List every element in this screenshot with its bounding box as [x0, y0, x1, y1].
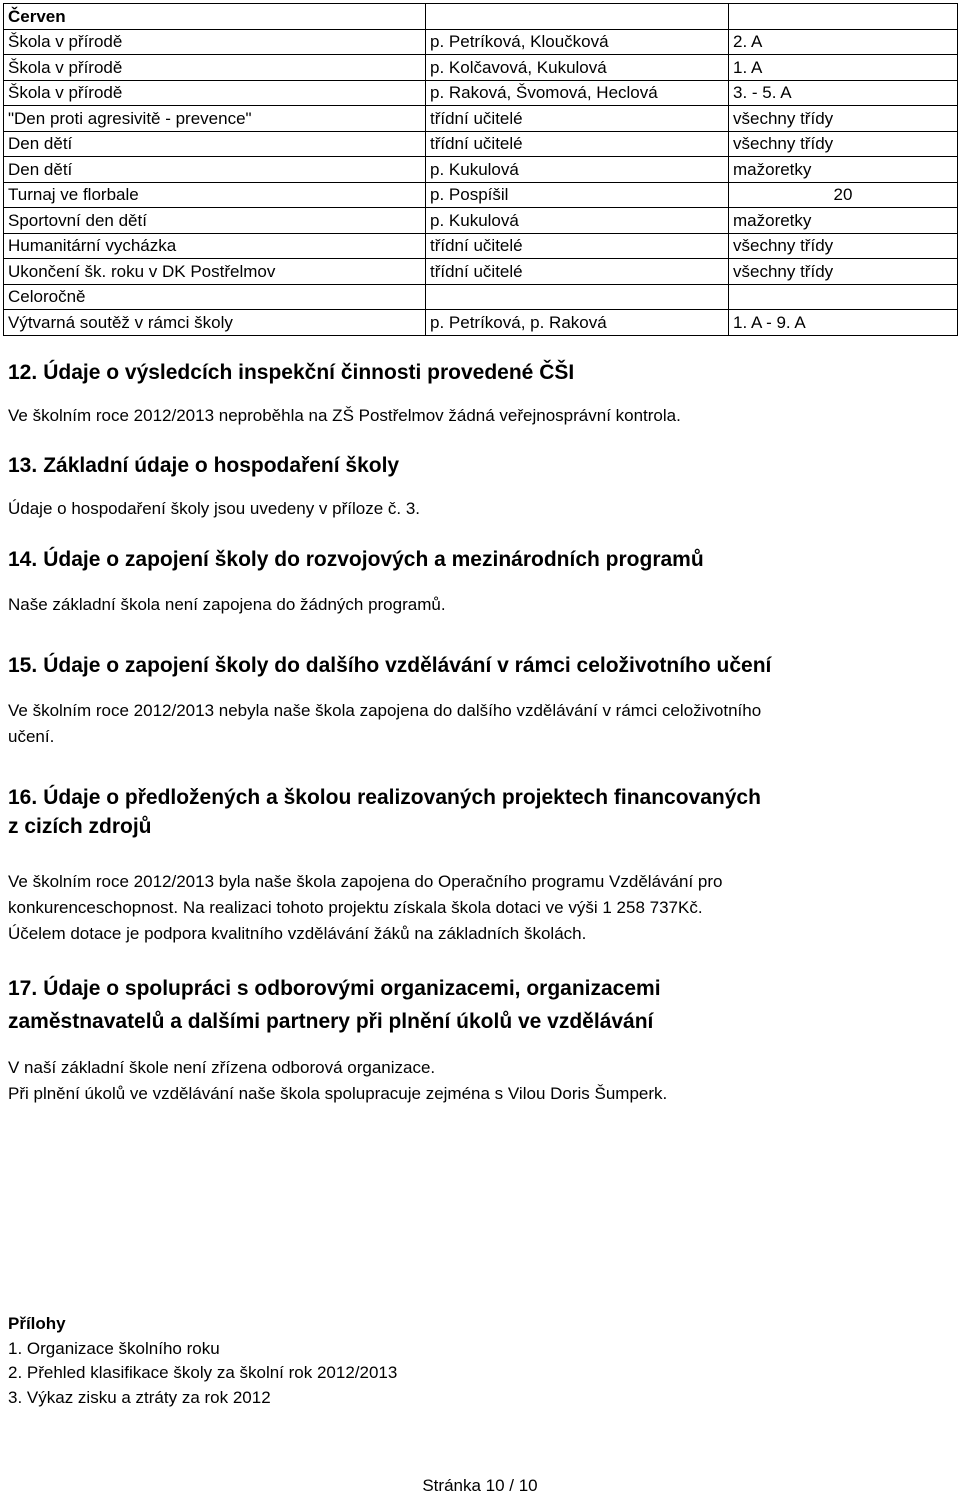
table-row: [4, 80, 958, 106]
cell-name: Celoročně: [4, 284, 426, 310]
cell-responsible: třídní učitelé: [426, 131, 729, 157]
section-heading: [8, 451, 952, 480]
cell-name: Humanitární vycházka: [4, 233, 426, 259]
paragraph-line: učení.: [8, 727, 55, 746]
paragraph-line: konkurenceschopnost. Na realizaci tohoto projektu získala škola dotaci ve výši 1 258 737Kč.: [8, 898, 703, 917]
cell-target: všechny třídy: [729, 106, 958, 132]
table-row: [4, 157, 958, 183]
attachment-item: 3. Výkaz zisku a ztráty za rok 2012: [8, 1387, 271, 1407]
table-row: [4, 233, 958, 259]
section-heading: [8, 974, 952, 1036]
paragraph-line: Ve školním roce 2012/2013 byla naše škola zapojena do Operačního programu Vzdělávání pro: [8, 872, 723, 891]
cell-target: 1. A: [729, 55, 958, 81]
cell-name: Výtvarná soutěž v rámci školy: [4, 310, 426, 336]
cell-responsible: [426, 284, 729, 310]
cell-name: Ukončení šk. roku v DK Postřelmov: [4, 259, 426, 285]
paragraph-line: V naší základní škole není zřízena odborová organizace.: [8, 1058, 436, 1077]
attachment-item: 1. Organizace školního roku: [8, 1338, 220, 1358]
section-title: Údaje o zapojení školy do dalšího vzdělávání v rámci celoživotního učení: [43, 654, 772, 677]
section-number: 13.: [8, 454, 38, 477]
section-body: [8, 403, 952, 429]
cell-target: všechny třídy: [729, 233, 958, 259]
paragraph-line: Ve školním roce 2012/2013 nebyla naše škola zapojena do dalšího vzdělávání v rámci celoživotního: [8, 701, 762, 720]
cell-target: [729, 4, 958, 30]
paragraph-line: Údaje o hospodaření školy jsou uvedeny v příloze č. 3.: [8, 499, 421, 518]
table-section-row: [4, 4, 958, 30]
cell-target: mažoretky: [729, 157, 958, 183]
cell-target: [729, 284, 958, 310]
section-title: Základní údaje o hospodaření školy: [43, 454, 400, 477]
section-heading: [8, 358, 952, 387]
cell-name: Škola v přírodě: [4, 55, 426, 81]
section-12: [8, 358, 952, 429]
cell-target: všechny třídy: [729, 259, 958, 285]
cell-responsible: třídní učitelé: [426, 106, 729, 132]
section-number: 15.: [8, 654, 38, 677]
section-title: Údaje o zapojení školy do rozvojových a mezinárodních programů: [43, 548, 704, 571]
table-row: [4, 284, 958, 310]
section-title: Údaje o spolupráci s odborovými organizacemi, organizacemi: [43, 977, 661, 1000]
cell-target: mažoretky: [729, 208, 958, 234]
section-heading: [8, 545, 952, 574]
attachments: [8, 1312, 397, 1410]
cell-name: Den dětí: [4, 131, 426, 157]
table-row: [4, 131, 958, 157]
cell-name: Den dětí: [4, 157, 426, 183]
attachments-title: Přílohy: [8, 1314, 66, 1333]
page-number: Stránka 10 / 10: [422, 1476, 538, 1495]
section-heading: [8, 651, 952, 680]
cell-responsible: p. Petríková, Kloučková: [426, 29, 729, 55]
section-body: [8, 496, 952, 522]
cell-name: "Den proti agresivitě - prevence": [4, 106, 426, 132]
cell-responsible: p. Kukulová: [426, 208, 729, 234]
cell-responsible: [426, 4, 729, 30]
section-title-continued: zaměstnavatelů a dalšími partnery při plnění úkolů ve vzdělávání: [8, 1010, 654, 1033]
paragraph-line: Ve školním roce 2012/2013 neproběhla na ZŠ Postřelmov žádná veřejnosprávní kontrola.: [8, 406, 681, 425]
section-16: [8, 783, 952, 947]
table-row: [4, 310, 958, 336]
section-number: 16.: [8, 786, 38, 809]
table-row: [4, 29, 958, 55]
section-body: [8, 1055, 952, 1107]
events-table: [3, 3, 958, 336]
cell-name: Škola v přírodě: [4, 29, 426, 55]
cell-name: Sportovní den dětí: [4, 208, 426, 234]
section-body: [8, 592, 952, 618]
table-row: [4, 182, 958, 208]
attachment-item: 2. Přehled klasifikace školy za školní rok 2012/2013: [8, 1363, 398, 1382]
section-number: 14.: [8, 548, 38, 571]
cell-responsible: p. Pospíšil: [426, 182, 729, 208]
table-row: [4, 106, 958, 132]
section-body: [8, 869, 952, 947]
cell-responsible: p. Petríková, p. Raková: [426, 310, 729, 336]
table-row: [4, 259, 958, 285]
section-13: [8, 451, 952, 522]
cell-target: 2. A: [729, 29, 958, 55]
section-title: Údaje o výsledcích inspekční činnosti provedené ČŠI: [43, 361, 575, 384]
paragraph-line: Při plnění úkolů ve vzdělávání naše škola spolupracuje zejména s Vilou Doris Šumperk.: [8, 1084, 668, 1103]
paragraph-line: Naše základní škola není zapojena do žádných programů.: [8, 595, 446, 614]
cell-responsible: p. Raková, Švomová, Heclová: [426, 80, 729, 106]
section-number: 12.: [8, 361, 38, 384]
cell-responsible: třídní učitelé: [426, 233, 729, 259]
cell-target: 20: [729, 182, 958, 208]
section-title: Údaje o předložených a školou realizovaných projektech financovaných: [43, 786, 761, 809]
section-heading: [8, 783, 952, 841]
section-14: [8, 545, 952, 618]
cell-target: všechny třídy: [729, 131, 958, 157]
table-row: [4, 55, 958, 81]
paragraph-line: Účelem dotace je podpora kvalitního vzdělávání žáků na základních školách.: [8, 924, 587, 943]
cell-responsible: p. Kukulová: [426, 157, 729, 183]
cell-name: Škola v přírodě: [4, 80, 426, 106]
cell-target: 1. A - 9. A: [729, 310, 958, 336]
cell-name: Červen: [4, 4, 426, 30]
cell-target: 3. - 5. A: [729, 80, 958, 106]
cell-responsible: p. Kolčavová, Kukulová: [426, 55, 729, 81]
section-body: [8, 698, 952, 750]
section-number: 17.: [8, 977, 38, 1000]
cell-responsible: třídní učitelé: [426, 259, 729, 285]
table-row: [4, 208, 958, 234]
section-title-continued: z cizích zdrojů: [8, 815, 152, 838]
cell-name: Turnaj ve florbale: [4, 182, 426, 208]
section-17: [8, 974, 952, 1107]
section-15: [8, 651, 952, 750]
